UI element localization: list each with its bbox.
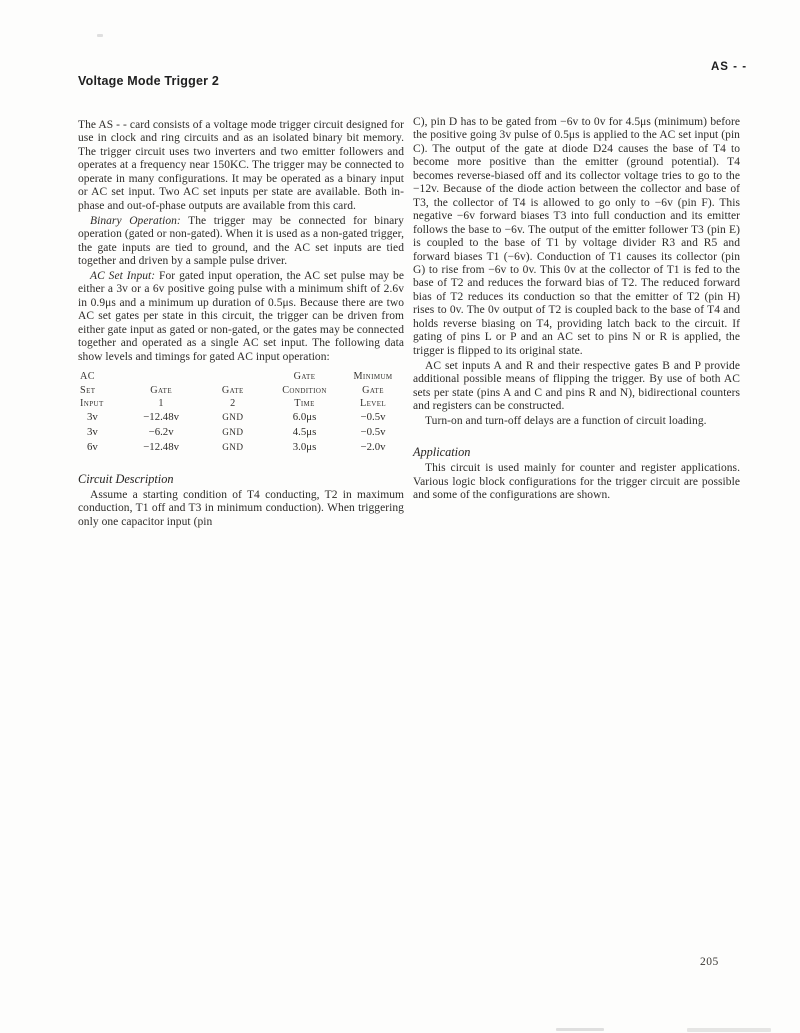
header-cell — [124, 370, 199, 384]
table-cell: −12.48v — [143, 440, 179, 453]
scan-smudge — [687, 1028, 771, 1032]
header-cell: Level — [359, 398, 387, 410]
circuit-description-paragraph: Assume a starting condition of T4 conducting, T2 in maximum conduction, T1 off and T3 in minimum conduction). When triggering only one capacitor input (pin — [78, 488, 404, 528]
page-number: 205 — [700, 956, 719, 968]
table-cell: 3v — [87, 411, 98, 424]
ac-set-input-paragraph — [78, 270, 404, 364]
ac-set-input-text: For gated input operation, the AC set pulse may be either a 3v or a 6v positive going pulse with a minimum shift of 2.6v in 0.9μs and a minimum up duration of 0.5μs. Because there are two AC set gates per state in this circuit, the trigger can be driven from either gate input as gated or non-gated, or the gates may be connected together and operated as a single AC set input. The following data show levels and timings for gated AC input operation: — [78, 269, 404, 363]
table-cell: GND — [222, 426, 244, 437]
header-cell: Minimum — [353, 371, 393, 383]
header-cell: Gate — [221, 384, 244, 396]
table-cell: GND — [222, 441, 244, 452]
table-cell: −0.5v — [360, 411, 386, 424]
scan-speck — [97, 34, 103, 37]
header-cell: AC — [80, 371, 95, 383]
circuit-description-heading: Circuit Description — [78, 471, 174, 486]
application-heading: Application — [413, 445, 471, 460]
header-cell: 1 — [158, 398, 164, 410]
table-cell: −0.5v — [360, 425, 386, 438]
flipping-paragraph: AC set inputs A and R and their respective gates B and P provide additional possible means of flipping the trigger. By use of both AC sets per state (pins A and C and pins R and N), bidirectional counters and registers can be constructed. — [413, 359, 740, 413]
scan-smudge — [556, 1028, 604, 1031]
table-cell: GND — [222, 412, 244, 423]
table-cell: −2.0v — [360, 440, 386, 453]
binary-operation-text: The trigger may be connected for binary operation (gated or non-gated). When it is used as a non-gated trigger, the gate inputs are tied to ground, and the AC set inputs are tied together and driven by a sample pulse driver. — [78, 214, 404, 268]
table-cell: 3v — [87, 425, 98, 438]
continuation-paragraph: C), pin D has to be gated from −6v to 0v for 4.5μs (minimum) before the positive going 3v pulse of 0.5μs is applied to the AC set input (pin C). The output of the gate at diode D24 causes the base of T4 to become more positive than the emitter (ground potential). T4 becomes reverse-biased off and its collector voltage tries to go to the −12v. Because of the diode action between the collector and base of T3, the collector of T4 is allowed to go only to −6v (pin F). This negative −6v forward biases T3 into full conduction and its emitter follows the base to −6v. The output of the emitter follower T3 (pin E) is coupled to the base of T1 by voltage divider R3 and R5 and forward biases T1 (−6v). Conduction of T1 causes its collector (pin G) to rise from −6v to 0v. This 0v at the collector of T1 is fed to the base of T2 and reduces the forward bias of T2. The reduced forward bias of T2 reduces its conduction so that the emitter of T2 (pin H) rises to 0v. The 0v output of T2 is coupled back to the base of T4 and holds reverse biasing on T4, providing latch back to the circuit. If gating of pins L or P and an AC set to pins N or R is applied, the trigger is flipped to its original state. — [413, 116, 740, 357]
table-cell: 3.0μs — [292, 440, 317, 453]
table-cell: 4.5μs — [292, 425, 317, 438]
binary-operation-lead: Binary Operation: — [90, 214, 181, 227]
delays-paragraph: Turn-on and turn-off delays are a function of circuit loading. — [425, 414, 707, 427]
table-cell: 6v — [87, 440, 98, 453]
application-paragraph: This circuit is used mainly for counter and register applications. Various logic block configurations for the trigger circuit are possible and some of the configurations are shown. — [413, 462, 740, 502]
binary-operation-paragraph — [78, 215, 404, 269]
header-cell: Condition — [282, 384, 327, 396]
ac-set-input-lead: AC Set Input: — [90, 269, 156, 282]
header-cell: Input — [80, 398, 104, 410]
table-row — [78, 440, 404, 455]
table-header-row — [78, 397, 404, 411]
doc-code: AS - - — [711, 61, 748, 73]
table-cell: 6.0μs — [292, 411, 317, 424]
table-row — [78, 411, 404, 426]
intro-paragraph: The AS - - card consists of a voltage mode trigger circuit designed for use in clock and ring circuits and as an isolated binary bit memory. The trigger circuit uses two inverters and two emitter followers and operates at a frequency near 150KC. The trigger may be connected to operate in many configurations. It may be operated as a binary input or AC set input. Two AC set inputs per state are available. Both in-phase and out-of-phase outputs are available from this card. — [78, 119, 404, 212]
header-cell: 2 — [230, 398, 236, 410]
table-header-row — [78, 370, 404, 384]
gated-ac-input-table — [78, 370, 404, 455]
header-cell: Gate — [150, 384, 172, 396]
header-cell: Time — [294, 398, 315, 410]
header-cell: Gate — [362, 384, 384, 396]
left-column — [78, 119, 404, 531]
table-header-row — [78, 384, 404, 398]
page-title: Voltage Mode Trigger 2 — [78, 74, 219, 88]
header-cell: Gate — [293, 371, 316, 383]
table-cell: −12.48v — [143, 411, 179, 424]
right-column — [413, 116, 740, 504]
table-row — [78, 425, 404, 440]
table-cell: −6.2v — [148, 425, 174, 438]
header-cell — [199, 370, 267, 384]
header-cell: Set — [80, 384, 96, 396]
